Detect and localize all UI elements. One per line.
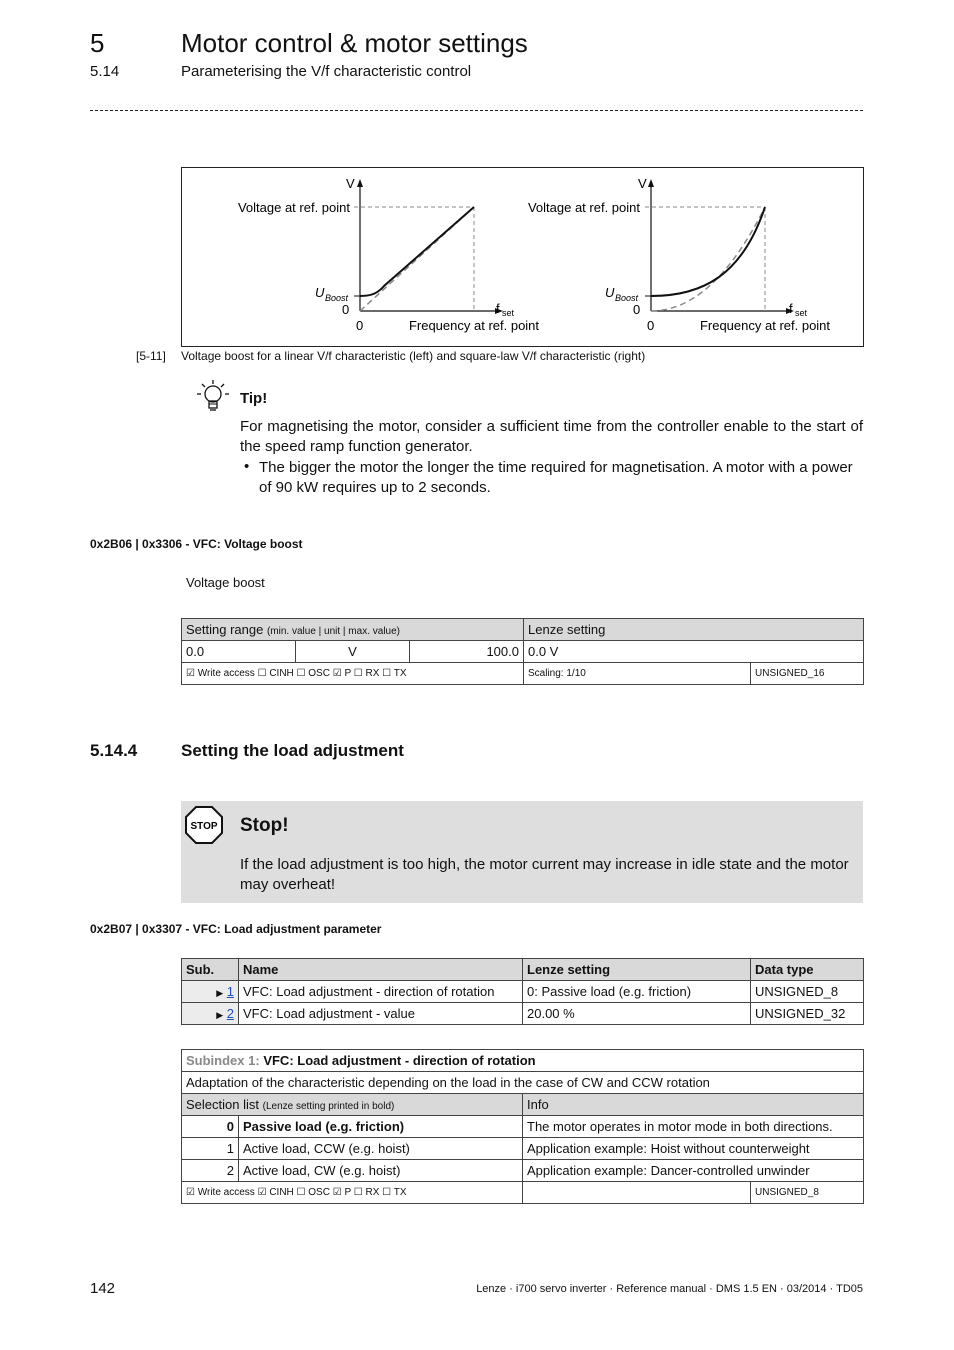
list-item bbox=[182, 1160, 864, 1182]
info-header: Info bbox=[523, 1094, 864, 1116]
sel-name: Active load, CCW (e.g. hoist) bbox=[239, 1138, 523, 1160]
sub-cell bbox=[182, 1003, 239, 1025]
table-row bbox=[182, 981, 864, 1003]
svg-text:STOP: STOP bbox=[190, 821, 218, 832]
row-lenze: 20.00 % bbox=[523, 1003, 751, 1025]
voltage-boost-table bbox=[181, 618, 864, 685]
section-number: 5.14 bbox=[90, 63, 120, 80]
right-x-sub: set bbox=[795, 308, 808, 318]
stop-title: Stop! bbox=[240, 815, 289, 836]
sel-value: 2 bbox=[182, 1160, 239, 1182]
page-number: 142 bbox=[90, 1280, 116, 1297]
subsection-title: Setting the load adjustment bbox=[181, 741, 404, 760]
left-y-label: V bbox=[346, 176, 355, 191]
sel-info: The motor operates in motor mode in both directions. bbox=[523, 1116, 864, 1138]
table-row bbox=[182, 1003, 864, 1025]
sel-name: Active load, CW (e.g. hoist) bbox=[239, 1160, 523, 1182]
subindex-datatype: UNSIGNED_8 bbox=[751, 1182, 864, 1204]
row-lenze: 0: Passive load (e.g. friction) bbox=[523, 981, 751, 1003]
expand-arrow-icon: ▶ bbox=[216, 1010, 224, 1020]
linear-vf-chart bbox=[238, 176, 539, 333]
stop-sign-icon bbox=[185, 806, 223, 849]
right-boost-label: U bbox=[605, 285, 615, 300]
tip-title: Tip! bbox=[240, 390, 268, 407]
subindex-table bbox=[181, 1049, 864, 1204]
sel-value: 0 bbox=[182, 1116, 239, 1138]
chapter-title: Motor control & motor settings bbox=[181, 28, 528, 58]
vf-characteristic-figure bbox=[182, 168, 863, 346]
sel-info: Application example: Hoist without counterweight bbox=[523, 1138, 864, 1160]
tip-text: For magnetising the motor, consider a sufficient time from the controller enable to the start of the speed ramp function generator. bbox=[240, 418, 863, 455]
figure-caption bbox=[136, 349, 645, 363]
datatype: UNSIGNED_16 bbox=[751, 663, 864, 685]
sel-name: Passive load (e.g. friction) bbox=[239, 1116, 523, 1138]
left-boost-sub: Boost bbox=[325, 293, 349, 303]
tip-bullet: The bigger the motor the longer the time required for magnetisation. A motor with a power of 90 kW requires up to 2 seconds. bbox=[259, 459, 853, 496]
subindex-description: Adaptation of the characteristic depending on the load in the case of CW and CCW rotation bbox=[182, 1072, 864, 1094]
sub-link-2[interactable]: 2 bbox=[226, 1006, 234, 1021]
right-x-zero: 0 bbox=[647, 318, 655, 333]
sub-link-1[interactable]: 1 bbox=[226, 984, 234, 999]
param-voltage-boost-description: Voltage boost bbox=[186, 575, 265, 590]
left-y-zero: 0 bbox=[342, 302, 350, 317]
row-type: UNSIGNED_8 bbox=[751, 981, 864, 1003]
left-ref-label: Voltage at ref. point bbox=[237, 200, 350, 215]
range-max: 100.0 bbox=[410, 641, 524, 663]
subindex-access-flags: ☑ Write access ☑ CINH ☐ OSC ☑ P ☐ RX ☐ TX bbox=[182, 1182, 523, 1204]
bullet-marker: • bbox=[244, 458, 250, 475]
right-x-ref-label: Frequency at ref. point bbox=[699, 318, 831, 333]
left-x-ref-label: Frequency at ref. point bbox=[408, 318, 540, 333]
subsection-number: 5.14.4 bbox=[90, 741, 138, 760]
col-lenze: Lenze setting bbox=[523, 959, 751, 981]
right-boost-curve bbox=[651, 207, 765, 296]
right-x-label: f bbox=[789, 301, 793, 316]
scaling: Scaling: 1/10 bbox=[524, 663, 751, 685]
lightbulb-icon bbox=[197, 380, 231, 419]
sel-info: Application example: Dancer-controlled unwinder bbox=[523, 1160, 864, 1182]
list-item bbox=[182, 1138, 864, 1160]
row-type: UNSIGNED_32 bbox=[751, 1003, 864, 1025]
right-ref-label: Voltage at ref. point bbox=[527, 200, 640, 215]
left-x-sub: set bbox=[502, 308, 515, 318]
left-y-arrow bbox=[357, 179, 363, 187]
range-min: 0.0 bbox=[182, 641, 296, 663]
figure-caption-number: [5-11] bbox=[136, 349, 166, 363]
header-divider bbox=[90, 110, 863, 111]
col-name: Name bbox=[239, 959, 523, 981]
load-adjustment-table bbox=[181, 958, 864, 1025]
left-x-zero: 0 bbox=[356, 318, 364, 333]
col-sub: Sub. bbox=[182, 959, 239, 981]
lenze-value: 0.0 V bbox=[524, 641, 864, 663]
range-unit: V bbox=[296, 641, 410, 663]
right-y-zero: 0 bbox=[633, 302, 641, 317]
left-boost-curve bbox=[360, 207, 474, 296]
subindex-empty-cell bbox=[523, 1182, 751, 1204]
param-voltage-boost-title: 0x2B06 | 0x3306 - VFC: Voltage boost bbox=[90, 537, 303, 551]
col-datatype: Data type bbox=[751, 959, 864, 981]
sel-value: 1 bbox=[182, 1138, 239, 1160]
list-item bbox=[182, 1116, 864, 1138]
footer-info: Lenze · i700 servo inverter · Reference manual · DMS 1.5 EN · 03/2014 · TD05 bbox=[476, 1283, 863, 1295]
figure-box bbox=[181, 167, 864, 347]
figure-caption-text: Voltage boost for a linear V/f characteristic (left) and square-law V/f characteristic (right) bbox=[181, 349, 646, 363]
left-boost-label: U bbox=[315, 285, 325, 300]
lenze-header: Lenze setting bbox=[524, 619, 864, 641]
expand-arrow-icon: ▶ bbox=[216, 988, 224, 998]
sub-cell bbox=[182, 981, 239, 1003]
left-x-label: f bbox=[496, 301, 500, 316]
chapter-number: 5 bbox=[90, 28, 105, 58]
selection-list-header: Selection list (Lenze setting printed in bold) bbox=[182, 1094, 523, 1116]
range-header: Setting range (min. value | unit | max. value) bbox=[182, 619, 524, 641]
param-load-adjustment-title: 0x2B07 | 0x3307 - VFC: Load adjustment parameter bbox=[90, 922, 382, 936]
square-vf-chart bbox=[528, 176, 830, 333]
right-y-arrow bbox=[648, 179, 654, 187]
section-title: Parameterising the V/f characteristic control bbox=[181, 63, 472, 80]
access-flags: ☑ Write access ☐ CINH ☐ OSC ☑ P ☐ RX ☐ TX bbox=[182, 663, 524, 685]
row-name: VFC: Load adjustment - value bbox=[239, 1003, 523, 1025]
subindex-header: Subindex 1: VFC: Load adjustment - direction of rotation bbox=[182, 1050, 864, 1072]
row-name: VFC: Load adjustment - direction of rotation bbox=[239, 981, 523, 1003]
right-y-label: V bbox=[638, 176, 647, 191]
stop-text: If the load adjustment is too high, the motor current may increase in idle state and the motor may overheat! bbox=[240, 856, 849, 893]
right-boost-sub: Boost bbox=[615, 293, 639, 303]
